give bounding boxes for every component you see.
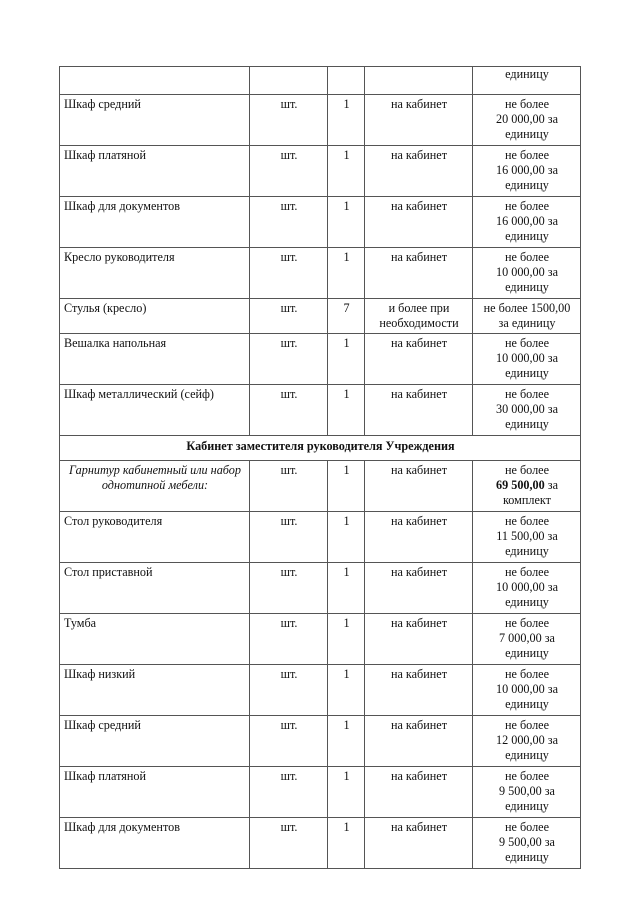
cell-price: не более 10 000,00 за единицу [473,334,581,385]
cell-price: не более 11 500,00 за единицу [473,512,581,563]
cell-unit: шт. [250,767,328,818]
table-row [60,665,581,716]
cell-norm: на кабинет [365,614,473,665]
cell-name: Шкаф платяной [60,767,250,818]
cell-price: не более 69 500,00 за комплект [473,461,581,512]
cell-qty: 1 [328,385,365,436]
cell-name [60,67,250,95]
cell-norm: на кабинет [365,461,473,512]
cell-norm: на кабинет [365,512,473,563]
set-price-value: 69 500,00 [495,478,545,492]
cell-unit [250,67,328,95]
cell-unit: шт. [250,197,328,248]
table-row [60,299,581,334]
section-heading: Кабинет заместителя руководителя Учреждения [60,436,581,461]
cell-qty: 1 [328,563,365,614]
cell-norm: на кабинет [365,334,473,385]
cell-unit: шт. [250,248,328,299]
cell-name: Шкаф для документов [60,197,250,248]
cell-unit: шт. [250,716,328,767]
table-row [60,716,581,767]
cell-qty: 1 [328,767,365,818]
cell-name: Гарнитур кабинетный или набор однотипной мебели: [60,461,250,512]
cell-norm: и более при необходимости [365,299,473,334]
cell-unit: шт. [250,665,328,716]
cell-price: не более 7 000,00 за единицу [473,614,581,665]
cell-norm: на кабинет [365,385,473,436]
cell-qty: 1 [328,614,365,665]
cell-name: Кресло руководителя [60,248,250,299]
table-row [60,248,581,299]
cell-norm: на кабинет [365,146,473,197]
cell-price: не более 9 500,00 за единицу [473,767,581,818]
cell-norm: на кабинет [365,563,473,614]
cell-qty: 1 [328,665,365,716]
table-row [60,461,581,512]
furniture-norms-table [59,66,581,869]
cell-qty: 1 [328,197,365,248]
cell-norm: на кабинет [365,248,473,299]
cell-unit: шт. [250,334,328,385]
cell-qty: 1 [328,512,365,563]
cell-name: Шкаф для документов [60,818,250,869]
cell-price: не более 10 000,00 за единицу [473,563,581,614]
cell-unit: шт. [250,818,328,869]
cell-price: единицу [473,67,581,95]
cell-qty: 1 [328,818,365,869]
cell-price: не более 20 000,00 за единицу [473,95,581,146]
cell-name: Шкаф средний [60,716,250,767]
cell-name: Тумба [60,614,250,665]
cell-unit: шт. [250,299,328,334]
cell-qty: 1 [328,334,365,385]
table-row [60,334,581,385]
cell-qty: 1 [328,716,365,767]
cell-norm: на кабинет [365,95,473,146]
cell-name: Стол приставной [60,563,250,614]
table-row [60,67,581,95]
table-row [60,512,581,563]
table-row [60,563,581,614]
cell-price: не более 9 500,00 за единицу [473,818,581,869]
cell-price: не более 10 000,00 за единицу [473,665,581,716]
cell-name: Стол руководителя [60,512,250,563]
table-row [60,614,581,665]
cell-qty: 1 [328,461,365,512]
cell-norm: на кабинет [365,818,473,869]
cell-unit: шт. [250,614,328,665]
table-row [60,197,581,248]
cell-unit: шт. [250,146,328,197]
cell-price: не более 1500,00 за единицу [473,299,581,334]
section-heading-row [60,436,581,461]
cell-price: не более 10 000,00 за единицу [473,248,581,299]
cell-name: Вешалка напольная [60,334,250,385]
cell-norm: на кабинет [365,767,473,818]
table-row [60,818,581,869]
cell-qty: 1 [328,95,365,146]
cell-unit: шт. [250,512,328,563]
cell-price: не более 12 000,00 за единицу [473,716,581,767]
cell-unit: шт. [250,385,328,436]
table-row [60,95,581,146]
cell-norm [365,67,473,95]
cell-price: не более 16 000,00 за единицу [473,197,581,248]
cell-name: Шкаф низкий [60,665,250,716]
table-row [60,767,581,818]
cell-unit: шт. [250,563,328,614]
table-row [60,385,581,436]
cell-price: не более 30 000,00 за единицу [473,385,581,436]
cell-name: Стулья (кресло) [60,299,250,334]
cell-name: Шкаф средний [60,95,250,146]
cell-qty: 1 [328,146,365,197]
cell-qty: 7 [328,299,365,334]
cell-qty: 1 [328,248,365,299]
cell-price: не более 16 000,00 за единицу [473,146,581,197]
cell-name: Шкаф металлический (сейф) [60,385,250,436]
cell-unit: шт. [250,95,328,146]
cell-name: Шкаф платяной [60,146,250,197]
cell-qty [328,67,365,95]
cell-norm: на кабинет [365,197,473,248]
table-row [60,146,581,197]
cell-unit: шт. [250,461,328,512]
cell-norm: на кабинет [365,716,473,767]
cell-norm: на кабинет [365,665,473,716]
